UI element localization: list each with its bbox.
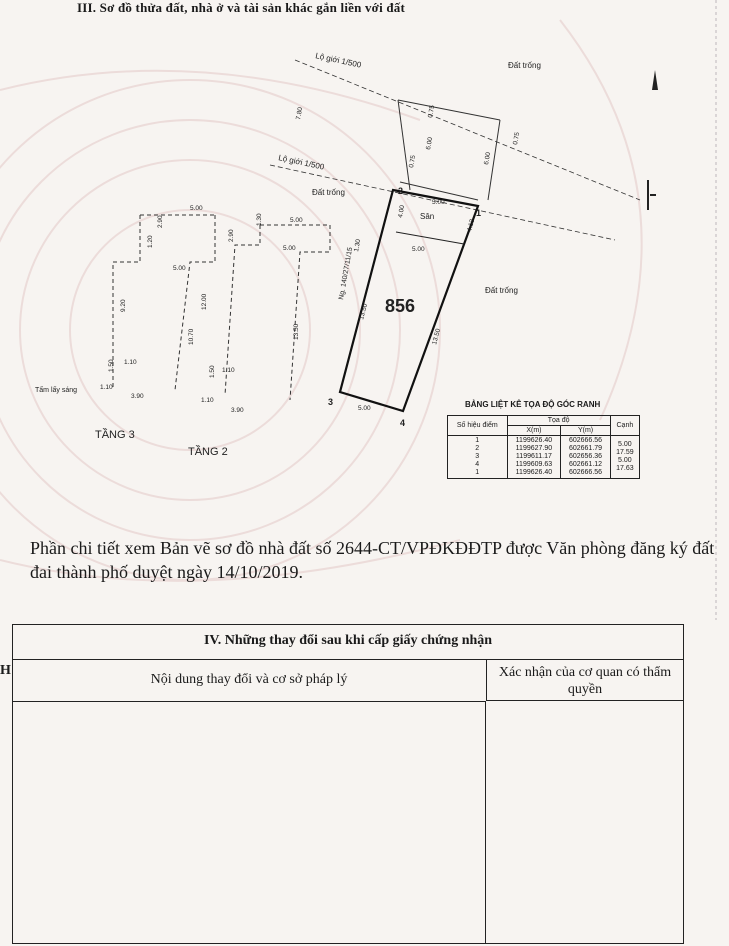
dim-4-13: 4.13 [466, 218, 477, 233]
t3-dim-1-20: 1.20 [147, 235, 154, 248]
y-values: 602666.56 602661.79 602656.36 602661.12 602666.56 [561, 436, 610, 479]
floor2-label: TẦNG 2 [188, 446, 228, 458]
alley-label: Ng. 140/27/11/15 [338, 246, 355, 301]
parcel-number: 856 [385, 296, 416, 316]
t2-dim-13-50: 13.50 [293, 323, 300, 340]
header-x: X(m) [507, 426, 561, 436]
dim-7-80: 7.80 [295, 106, 305, 121]
boundary-label-left: Lộ giới 1/500 [277, 153, 326, 172]
column-confirm-header: Xác nhận của cơ quan có thẩm quyền [486, 660, 683, 701]
t2-dim-1-50: 1.50 [209, 365, 216, 378]
t2-dim-1-10-b: 1.10 [201, 397, 214, 404]
t3-dim-5-00-mid: 5.00 [173, 265, 186, 272]
header-edge: Cạnh [610, 416, 639, 436]
t3-dim-1-50: 1.50 [108, 359, 115, 372]
boundary-label-top: Lộ giới 1/500 [314, 51, 363, 70]
empty-land-right: Đất trống [485, 286, 518, 295]
t3-dim-2-90: 2.90 [157, 215, 164, 228]
t2-dim-1-30: 1.30 [256, 213, 263, 226]
section-title: III. Sơ đồ thửa đất, nhà ở và tài sản khác gắn liền với đất [77, 0, 405, 15]
roof-label: Tấm lấy sáng [35, 387, 78, 394]
empty-land-top-right: Đất trống [508, 61, 541, 70]
header-y: Y(m) [561, 426, 610, 436]
t3-dim-9-20: 9.20 [120, 299, 127, 312]
dim-13-50-left: 13.50 [358, 302, 370, 321]
coord-table-caption: BẢNG LIỆT KÊ TỌA ĐỘ GÓC RANH [465, 400, 601, 409]
dim-0-75-c: 0.75 [512, 131, 522, 146]
column-content-header: Nội dung thay đổi và cơ sở pháp lý [13, 660, 485, 702]
edge-values: 5.00 17.59 5.00 17.63 [610, 436, 639, 479]
t3-dim-5-00-top: 5.00 [190, 205, 203, 212]
dim-6-00-a: 6.00 [425, 136, 435, 151]
t2-dim-10-70: 10.70 [188, 328, 195, 345]
corner-2: 2 [398, 186, 404, 196]
corner-3: 3 [328, 397, 334, 407]
changes-table [12, 624, 684, 944]
floor3-label: TẦNG 3 [95, 429, 135, 441]
detail-note: Phần chi tiết xem Bản vẽ sơ đồ nhà đất số 2644-CT/VPĐKĐĐTP được Văn phòng đăng ký đất đai thành phố duyệt ngày 14/10/2019. [30, 538, 715, 582]
header-point: Số hiệu điểm [448, 416, 508, 436]
dim-5-00-mid: 5.00 [412, 246, 425, 253]
dim-6-00-b: 6.00 [483, 151, 493, 166]
dim-4-00: 4.00 [397, 204, 407, 219]
point-ids: 1 2 3 4 1 [448, 436, 508, 479]
corner-1: 1 [476, 208, 482, 218]
dim-0-75-b: 0.75 [408, 154, 418, 169]
header-coord: Tọa độ [507, 416, 610, 426]
yard-label: Sân [420, 212, 435, 221]
empty-land-left: Đất trống [312, 188, 345, 197]
x-values: 1199626.40 1199627.90 1199611.17 1199609.63 1199626.40 [507, 436, 561, 479]
coord-table [447, 415, 640, 479]
t2-dim-5-00-top: 5.00 [290, 217, 303, 224]
dim-0-75-a: 0.75 [427, 104, 437, 119]
t2-dim-1-10-a: 1.10 [222, 367, 235, 374]
column-divider [485, 701, 486, 943]
t2-dim-12-00: 12.00 [201, 293, 208, 310]
dim-5-00-top: 5.00 [432, 199, 445, 206]
dim-5-00-bottom: 5.00 [358, 405, 371, 412]
edge-fragment: H [0, 663, 11, 678]
north-arrow-icon [652, 70, 658, 90]
dim-13-50-right: 13.50 [431, 327, 443, 346]
corner-4: 4 [400, 418, 406, 428]
t3-dim-3-90: 3.90 [131, 393, 144, 400]
changes-title: IV. Những thay đổi sau khi cấp giấy chứng nhận [13, 625, 683, 660]
t3-dim-1-10-a: 1.10 [124, 359, 137, 366]
t2-dim-3-90: 3.90 [231, 407, 244, 414]
t3-dim-1-10-b: 1.10 [100, 384, 113, 391]
t2-dim-1-30-b: 1.30 [353, 238, 363, 253]
t2-dim-2-90: 2.90 [228, 229, 235, 242]
t2-dim-5-00-mid: 5.00 [283, 245, 296, 252]
